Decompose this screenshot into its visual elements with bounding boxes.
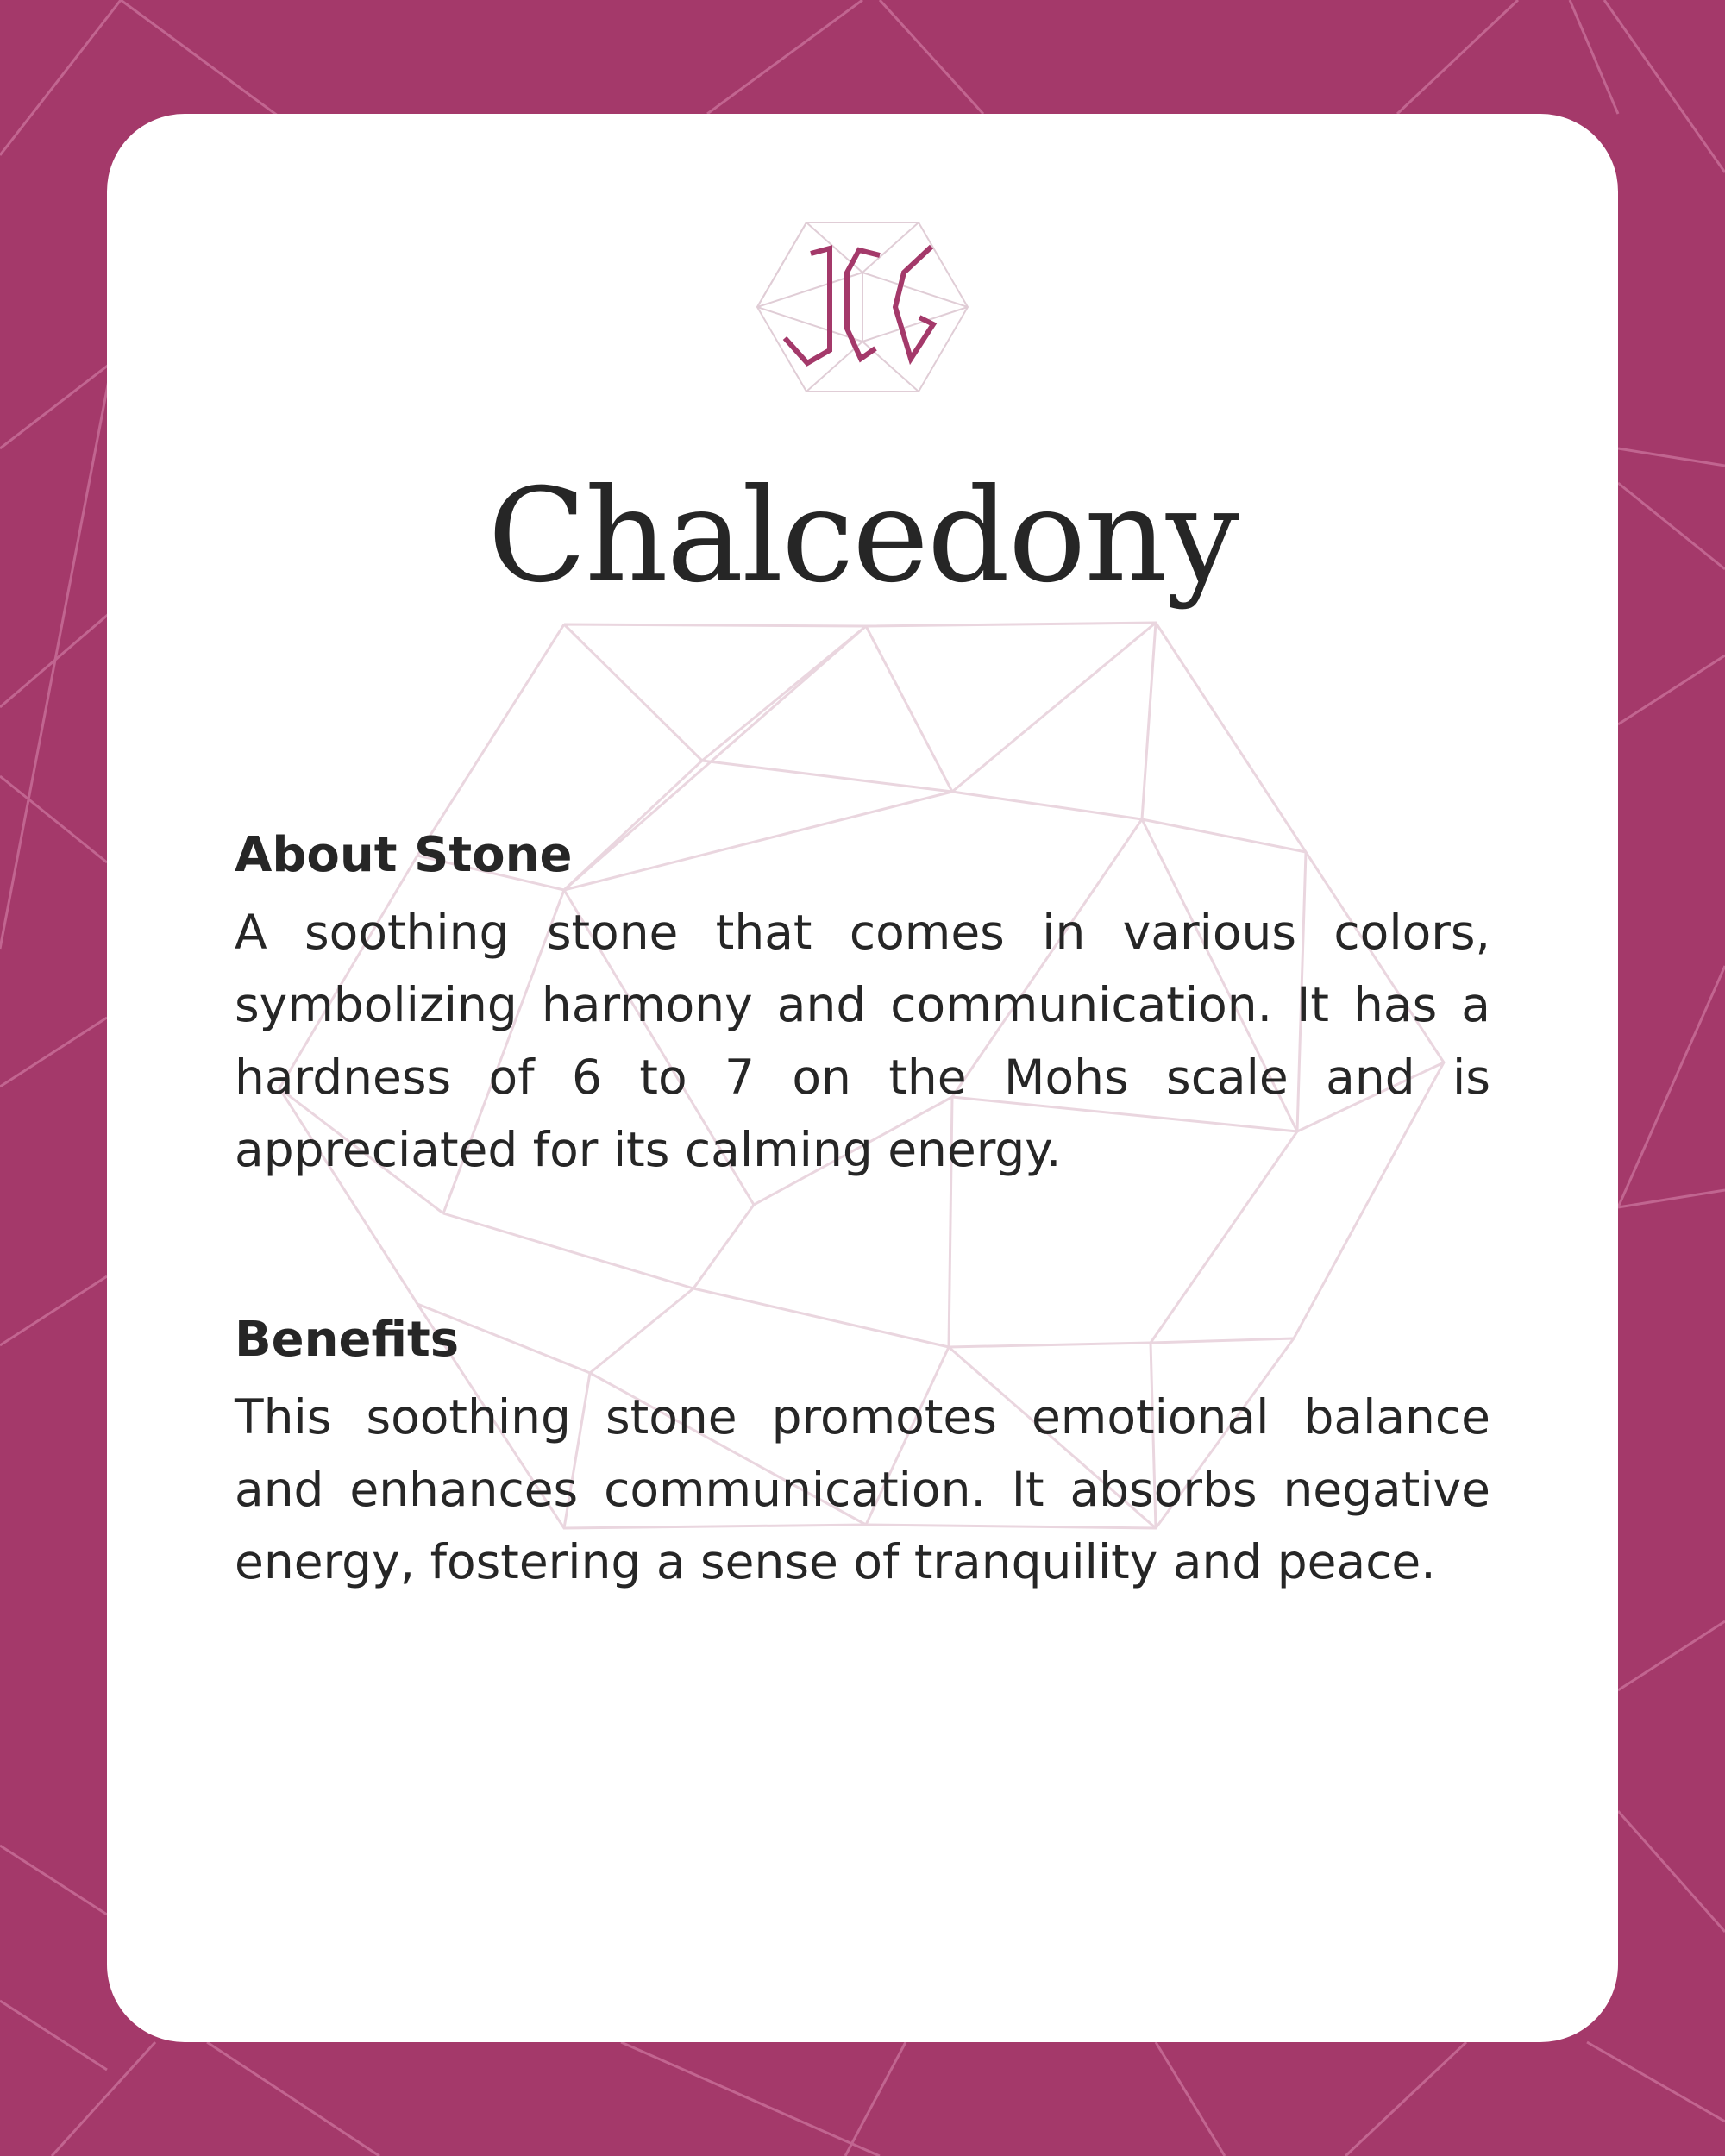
crystal-monogram-logo xyxy=(750,221,975,393)
benefits-heading: Benefits xyxy=(235,1312,460,1368)
about-heading: About Stone xyxy=(235,827,573,883)
benefits-body: This soothing stone promotes emotional balance and enhances communication. It absorbs negative energy, fostering a sense of tranquility and peace. xyxy=(235,1389,1490,1590)
about-body: A soothing stone that comes in various colors, symbolizing harmony and communication. It has a hardness of 6 to 7 on the Mohs scale and is appreciated for its calming energy. xyxy=(235,905,1490,1178)
benefits-section xyxy=(235,1311,1490,1598)
page-title: Chalcedony xyxy=(487,461,1238,611)
info-card xyxy=(107,114,1618,2042)
about-section xyxy=(235,826,1490,1186)
